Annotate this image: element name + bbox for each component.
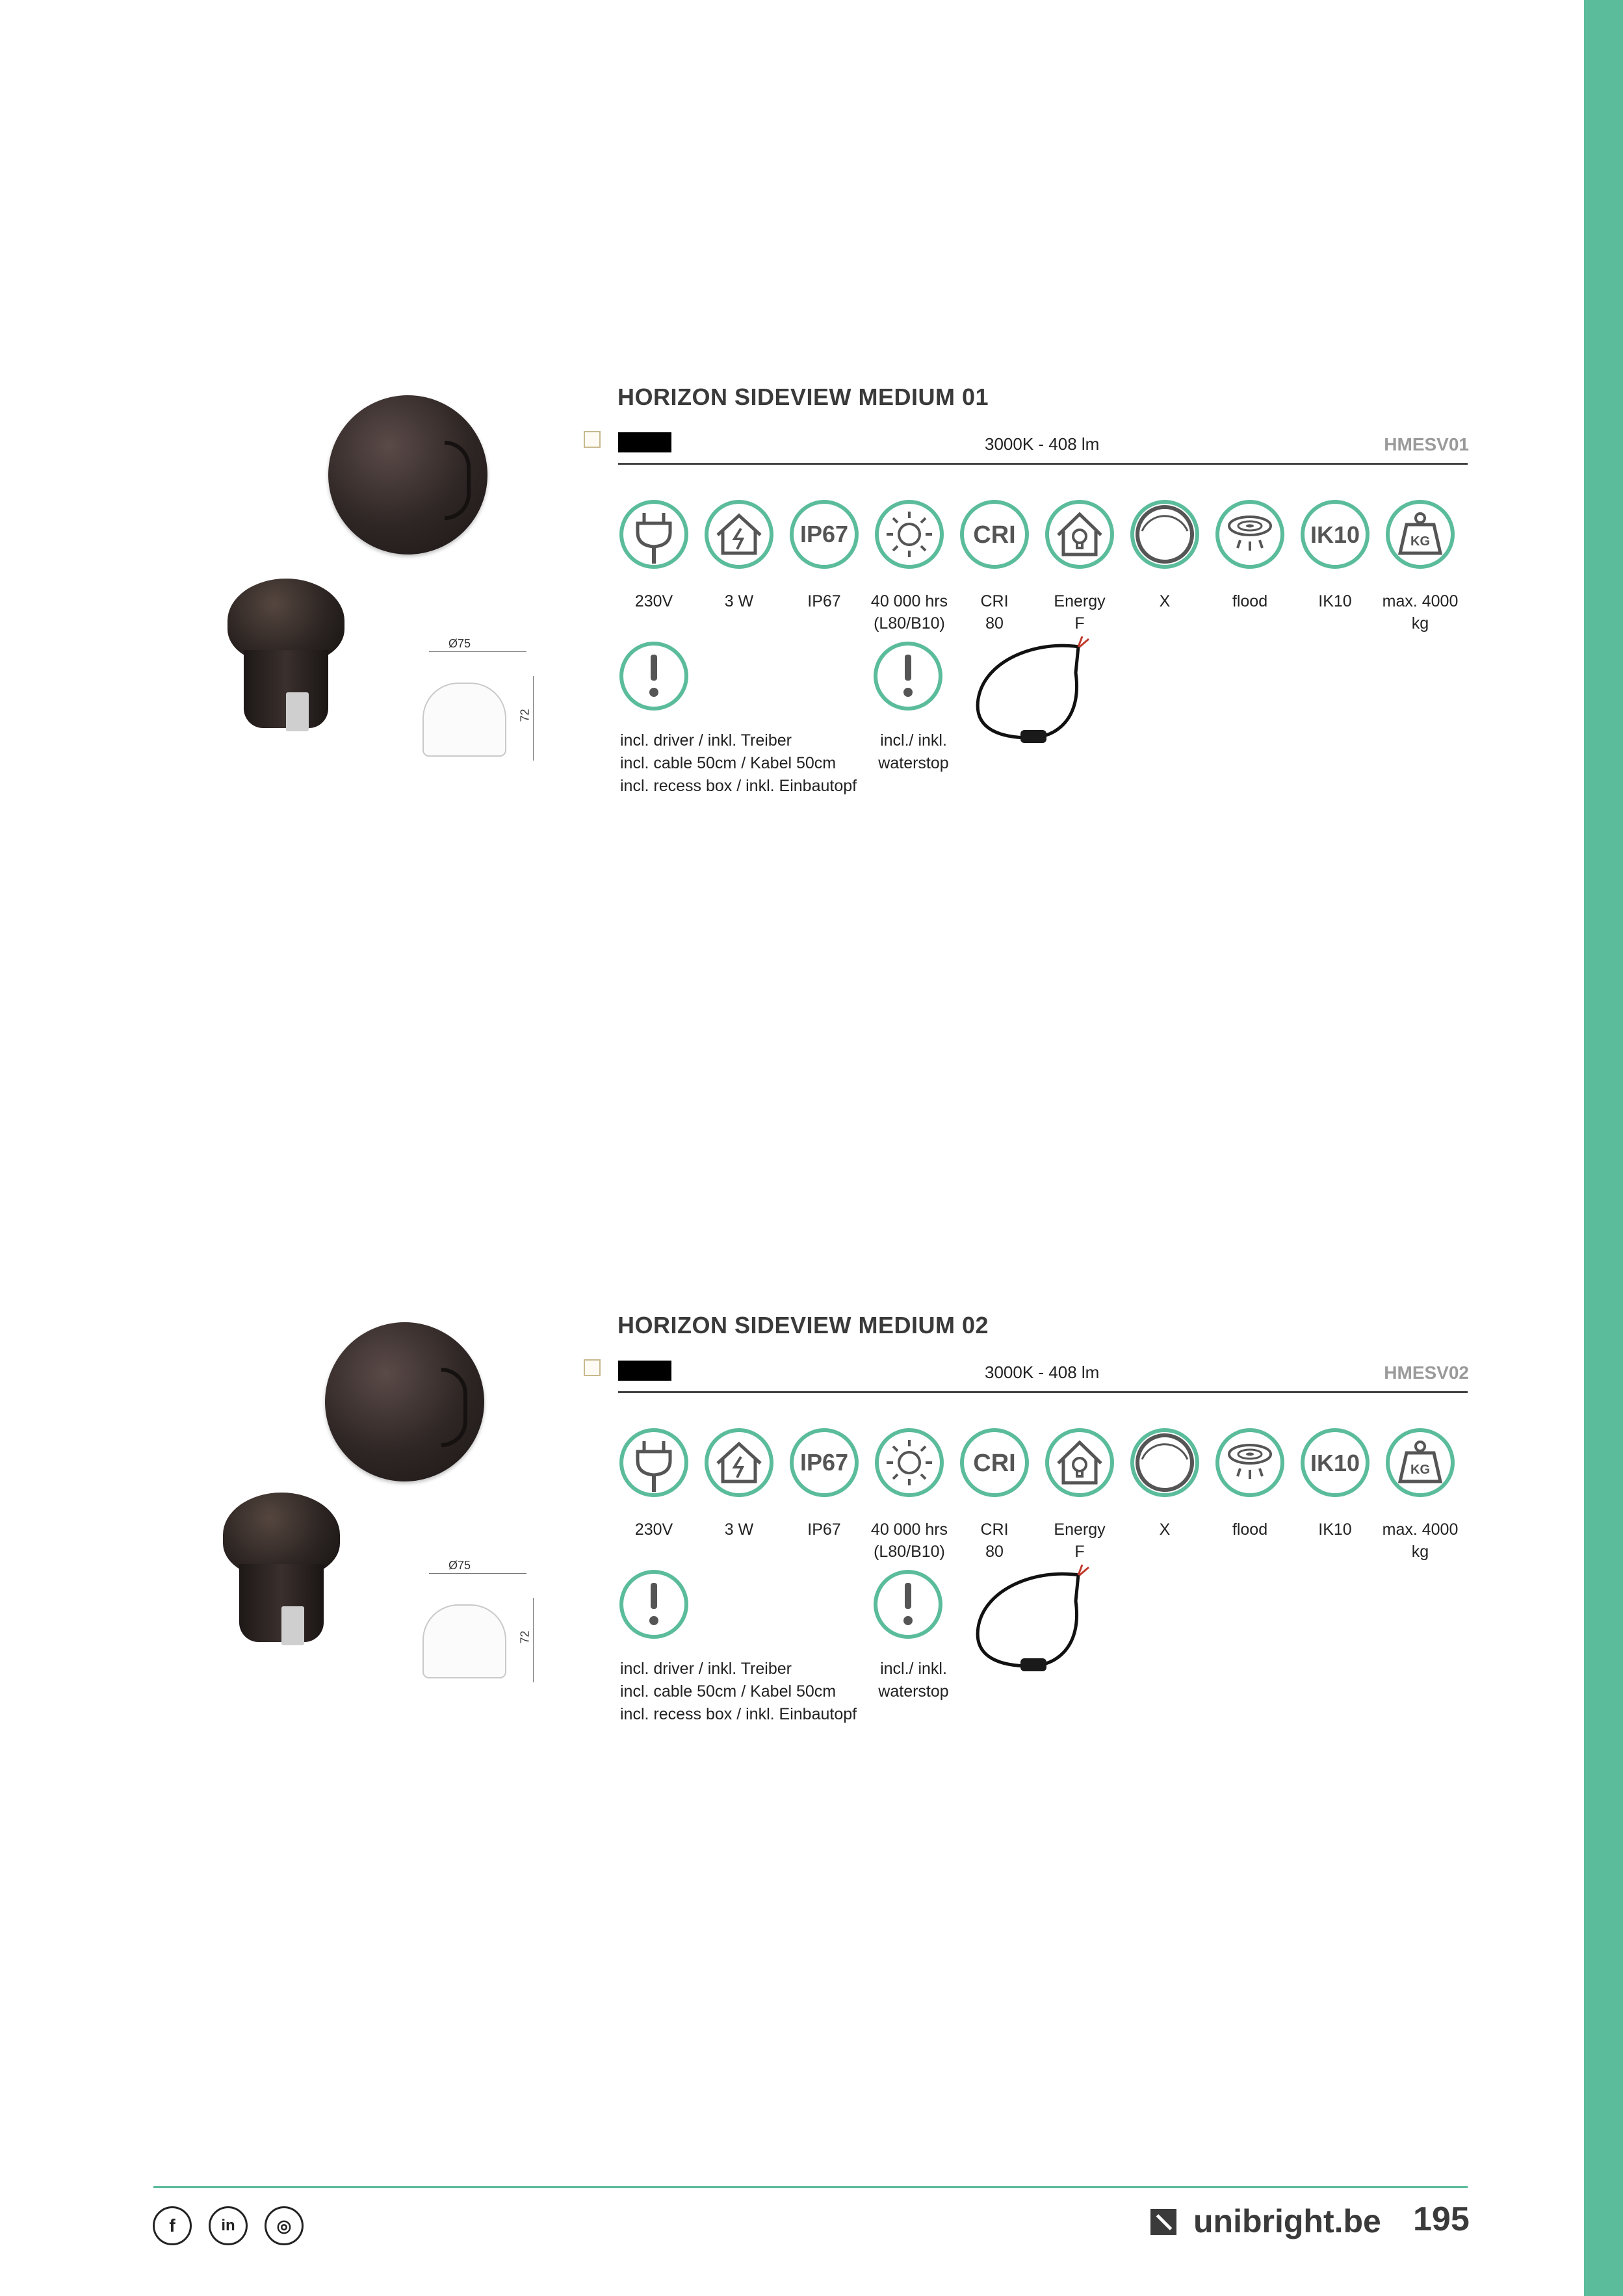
- flood-icon: [1214, 1427, 1286, 1498]
- select-checkbox[interactable]: [584, 1359, 601, 1376]
- product-section-1: [0, 384, 1623, 852]
- linkedin-icon[interactable]: in: [209, 2206, 248, 2245]
- beam-angle-icon: [1129, 499, 1201, 570]
- cri-icon: [959, 1427, 1030, 1498]
- info-icon: [618, 640, 690, 712]
- product-photo-side: [220, 1493, 343, 1649]
- product-section-2: [0, 1312, 1623, 1780]
- included-note: incl. driver / inkl. Treiber incl. cable 50cm / Kabel 50cm incl. recess box / inkl. Einbautopf: [620, 731, 857, 795]
- dimension-diameter: Ø75: [448, 637, 471, 650]
- facebook-icon[interactable]: f: [153, 2206, 192, 2245]
- product-code: HMESV01: [1384, 434, 1469, 454]
- product-code: HMESV02: [1384, 1363, 1469, 1383]
- icon-label: max. 4000 kg: [1382, 1520, 1459, 1561]
- icon-label: 230V: [634, 592, 673, 610]
- svg-text:KG: KG: [1410, 534, 1430, 549]
- icon-label: 230V: [634, 1520, 673, 1539]
- icon-label: X: [1159, 592, 1171, 610]
- icon-label: IK10: [1318, 1520, 1352, 1539]
- plug-icon: [618, 499, 690, 570]
- svg-text:KG: KG: [1410, 1463, 1430, 1477]
- color-swatch: [618, 1361, 671, 1381]
- ip67-icon: [788, 1427, 860, 1498]
- ik10-icon: [1299, 1427, 1371, 1498]
- beam-angle-icon: [1129, 1427, 1201, 1498]
- cable-photo: [959, 1562, 1098, 1686]
- flood-icon: [1214, 499, 1286, 570]
- svg-text:CRI: CRI: [973, 521, 1016, 549]
- icon-label: X: [1159, 1520, 1171, 1539]
- waterstop-note: incl./ inkl. waterstop: [878, 1660, 949, 1701]
- icon-label: flood: [1232, 592, 1268, 610]
- icon-label: 40 000 hrs (L80/B10): [870, 1520, 948, 1561]
- spec-text: 3000K - 408 lm: [985, 434, 1100, 454]
- info-icon: [872, 1569, 944, 1640]
- sun-icon: [874, 499, 945, 570]
- ip67-icon: [788, 499, 860, 570]
- select-checkbox[interactable]: [584, 431, 601, 448]
- energy-house-icon: [1044, 499, 1115, 570]
- included-note: incl. driver / inkl. Treiber incl. cable 50cm / Kabel 50cm incl. recess box / inkl. Einbautopf: [620, 1660, 857, 1723]
- dimension-height: 72: [518, 709, 532, 722]
- house-power-icon: [703, 1427, 775, 1498]
- dimension-diameter: Ø75: [448, 1559, 471, 1572]
- product-title: HORIZON SIDEVIEW MEDIUM 02: [617, 1312, 989, 1338]
- icon-label: IK10: [1318, 592, 1352, 610]
- cri-icon: [959, 499, 1030, 570]
- icon-label: IP67: [807, 1520, 841, 1539]
- svg-text:CRI: CRI: [973, 1450, 1016, 1477]
- dimension-drawing: [416, 637, 546, 761]
- weight-icon: [1384, 1427, 1456, 1498]
- product-photo-side: [224, 579, 348, 735]
- dimension-height: 72: [518, 1630, 532, 1644]
- energy-house-icon: [1044, 1427, 1115, 1498]
- svg-text:IP67: IP67: [799, 521, 849, 547]
- icon-label: 3 W: [724, 592, 754, 610]
- house-power-icon: [703, 499, 775, 570]
- waterstop-note: incl./ inkl. waterstop: [878, 731, 949, 772]
- brand-name[interactable]: unibright.be: [1193, 2203, 1381, 2239]
- svg-text:IP67: IP67: [799, 1449, 849, 1476]
- icon-label: CRI 80: [980, 1520, 1009, 1561]
- icon-label: flood: [1232, 1520, 1268, 1539]
- weight-icon: [1384, 499, 1456, 570]
- icon-label: max. 4000 kg: [1382, 592, 1459, 633]
- color-swatch: [618, 432, 671, 452]
- info-icon: [618, 1569, 690, 1640]
- spec-text: 3000K - 408 lm: [985, 1363, 1100, 1382]
- ik10-icon: [1299, 499, 1371, 570]
- icon-label: CRI 80: [980, 592, 1009, 633]
- brand-logo-icon: [1150, 2209, 1176, 2235]
- icon-label: IP67: [807, 592, 841, 610]
- info-icon: [872, 640, 944, 712]
- instagram-icon[interactable]: ◎: [265, 2206, 304, 2245]
- icon-label: Energy F: [1054, 592, 1106, 633]
- cable-photo: [959, 634, 1098, 757]
- icon-label: 40 000 hrs (L80/B10): [870, 592, 948, 633]
- footer-rule: [153, 2186, 1468, 2188]
- dimension-drawing: [416, 1559, 546, 1682]
- green-side-bar: [1584, 0, 1623, 2296]
- product-photo-top: [328, 395, 487, 554]
- title-rule: [618, 1391, 1468, 1393]
- product-title: HORIZON SIDEVIEW MEDIUM 01: [617, 384, 989, 410]
- icon-label: Energy F: [1054, 1520, 1106, 1561]
- icon-label: 3 W: [724, 1520, 754, 1539]
- svg-text:IK10: IK10: [1310, 1450, 1360, 1476]
- svg-text:IK10: IK10: [1310, 521, 1360, 548]
- plug-icon: [618, 1427, 690, 1498]
- page-number: 195: [1413, 2200, 1470, 2238]
- product-photo-top: [325, 1322, 484, 1481]
- sun-icon: [874, 1427, 945, 1498]
- title-rule: [618, 463, 1468, 465]
